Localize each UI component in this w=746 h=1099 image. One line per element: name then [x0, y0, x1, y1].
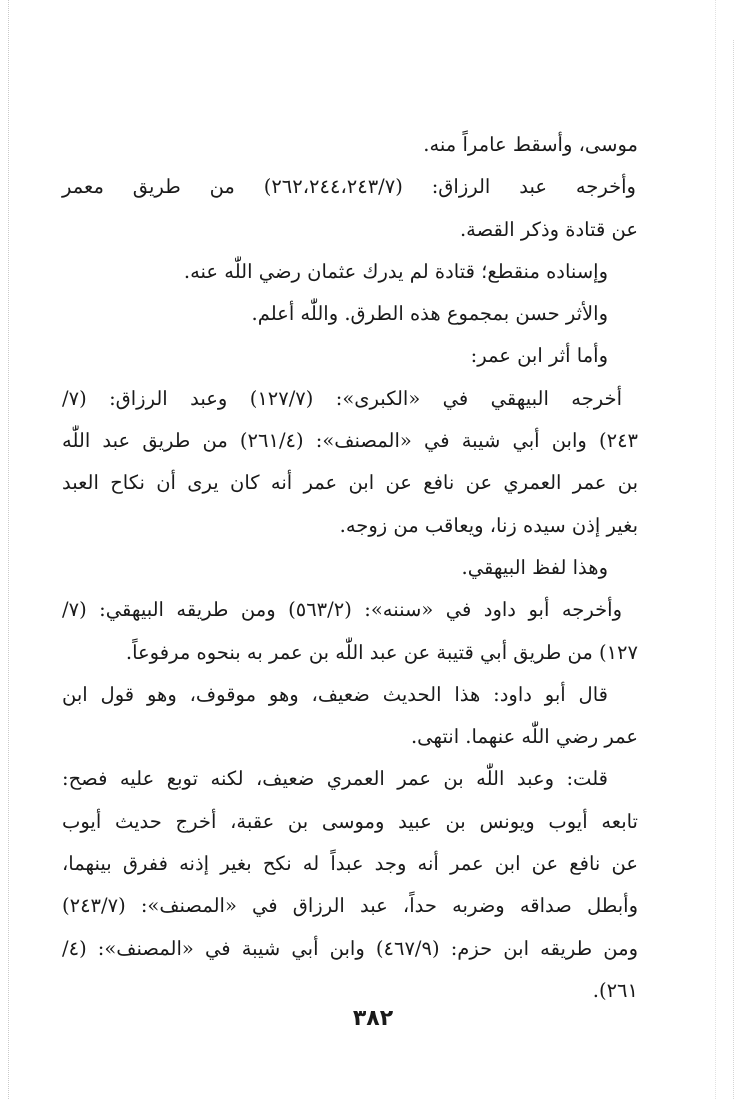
scan-edge-left	[8, 0, 9, 1099]
text-line: وأبطل صداقه وضربه حداً، عبد الرزاق في «المصنف»: (٢٤٣/٧)	[62, 894, 638, 918]
page-number: ٣٨٢	[352, 1006, 394, 1031]
text-line: وأما أثر ابن عمر:	[470, 344, 608, 368]
text-line: وأخرجه أبو داود في «سننه»: (٥٦٣/٢) ومن طريقه البيهقي: (٧/	[62, 598, 623, 622]
scan-edge-right	[733, 40, 734, 1099]
text-line: والأثر حسن بمجموع هذه الطرق. واللّٰه أعلم.	[251, 302, 608, 326]
text-line: ٢٤٣) وابن أبي شيبة في «المصنف»: (٢٦١/٤) من طريق عبد اللّٰه	[62, 429, 639, 453]
text-line: وأخرجه عبد الرزاق: (٢٦٢،٢٤٤،٢٤٣/٧) من طريق معمر	[62, 175, 636, 199]
text-line: عن قتادة وذكر القصة.	[459, 217, 638, 241]
body-text	[62, 124, 638, 1012]
text-line: قال أبو داود: هذا الحديث ضعيف، وهو موقوف، وهو قول ابن	[62, 682, 608, 706]
text-line: وهذا لفظ البيهقي.	[461, 555, 608, 579]
scan-edge-right-inner	[715, 0, 716, 1099]
text-line: تابعه أيوب ويونس بن عبيد وموسى بن عقبة، أخرج حديث أيوب	[62, 809, 638, 833]
text-line: ١٢٧) من طريق أبي قتيبة عن عبد اللّٰه بن عمر به بنحوه مرفوعاً.	[125, 640, 638, 664]
text-line: بغير إذن سيده زنا، ويعاقب من زوجه.	[339, 513, 638, 537]
text-line: بن عمر العمري عن نافع عن ابن عمر أنه كان يرى أن نكاح العبد	[62, 471, 638, 495]
text-line: موسى، وأسقط عامراً منه.	[423, 133, 638, 156]
text-line: عن نافع عن ابن عمر أنه وجد عبداً له نكح بغير إذنه ففرق بينهما،	[62, 852, 638, 876]
text-line: عمر رضي اللّٰه عنهما. انتهى.	[410, 725, 638, 749]
text-line: قلت: وعبد اللّٰه بن عمر العمري ضعيف، لكنه توبع عليه فصح:	[62, 767, 608, 791]
text-line: أخرجه البيهقي في «الكبرى»: (١٢٧/٧) وعبد الرزاق: (٧/	[62, 386, 622, 410]
text-line: وإسناده منقطع؛ قتادة لم يدرك عثمان رضي اللّٰه عنه.	[183, 259, 608, 283]
text-line: ومن طريقه ابن حزم: (٤٦٧/٩) وابن أبي شيبة في «المصنف»: (٤/	[62, 936, 639, 960]
text-line: ٢٦١).	[592, 978, 638, 1002]
